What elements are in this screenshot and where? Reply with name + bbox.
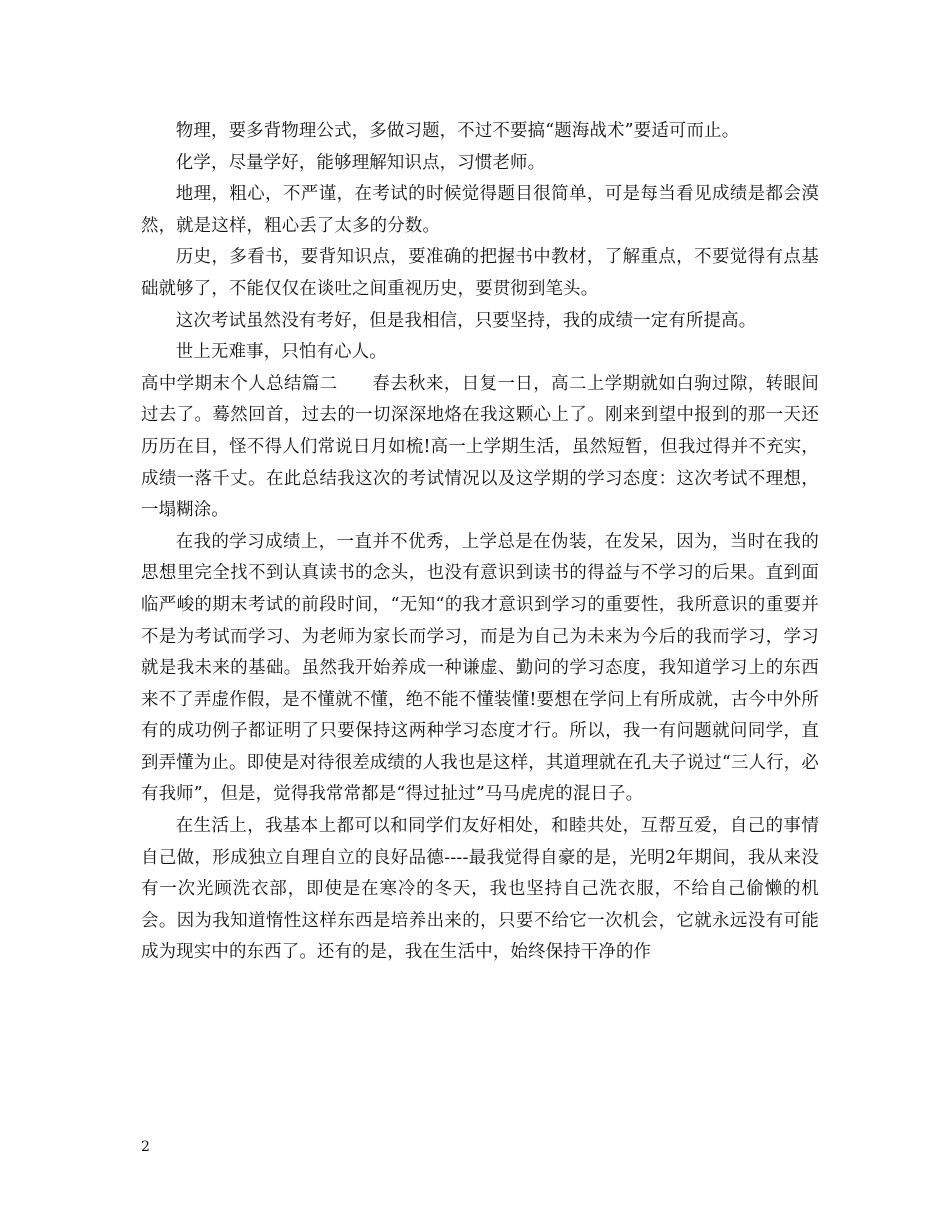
section-heading: 高中学期末个人总结篇二: [141, 373, 338, 394]
paragraph-study-attitude: 在我的学习成绩上，一直并不优秀，上学总是在伪装，在发呆，因为，当时在我的思想里完全找不到认真读书的念头，也没有意识到读书的得益与不学习的后果。直到面临严峻的期末考试的前段时间，“无知“的我才意识到学习的重要性，我所意识的重要并不是为考试而学习、为老师为家长而学习，而是为自己为未来为今后的我而学习，学习就是我未来的基础。虽然我开始养成一种谦虚、勤问的学习态度，我知道学习上的东西来不了弄虚作假，是不懂就不懂，绝不能不懂装懂!要想在学问上有所成就，古今中外所有的成功例子都证明了只要保持这两种学习态度才行。所以，我一有问题就问同学，直到弄懂为止。即使是对待很差成绩的人我也是这样，其道理就在孔夫子说过“三人行，必有我师”，但是，觉得我常常都是“得过扯过”马马虎虎的混日子。: [141, 531, 819, 805]
section-first-paragraph: 春去秋来，日复一日，高二上学期就如白驹过隙，转眼间过去了。蓦然回首，过去的一切深深地烙在我这颗心上了。刚来到望中报到的那一天还历历在目，怪不得人们常说日月如梳!高一上学期生活，虽然短暂，但我过得并不充实，成绩一落千丈。在此总结我这次的考试情况以及这学期的学习态度：这次考试不理想，一塌糊涂。: [141, 373, 819, 521]
section-two-opening: [141, 369, 819, 527]
paragraph-chemistry: 化学，尽量学好，能够理解知识点，习惯老师。: [175, 152, 546, 173]
document-body: [141, 116, 819, 969]
paragraph-proverb: 世上无难事，只怕有心人。: [175, 342, 387, 363]
paragraph-exam-conclusion: 这次考试虽然没有考好，但是我相信，只要坚持，我的成绩一定有所提高。: [175, 310, 757, 331]
paragraph-history: 历史，多看书，要背知识点，要准确的把握书中教材，了解重点，不要觉得有点基础就够了，不能仅仅在谈吐之间重视历史，要贯彻到笔头。: [141, 247, 819, 299]
paragraph-daily-life: 在生活上，我基本上都可以和同学们友好相处，和睦共处，互帮互爱，自己的事情自己做，形成独立自理自立的良好品德----最我觉得自豪的是，光明2年期间，我从来没有一次光顾洗衣部，即使是在寒冷的冬天，我也坚持自己洗衣服，不给自己偷懒的机会。因为我知道惰性这样东西是培养出来的，只要不给它一次机会，它就永远没有可能成为现实中的东西了。还有的是，我在生活中，始终保持干净的作: [141, 816, 819, 963]
paragraph-geography: 地理，粗心，不严谨，在考试的时候觉得题目很简单，可是每当看见成绩是都会漠然，就是这样，粗心丢了太多的分数。: [141, 184, 819, 236]
paragraph-physics: 物理，要多背物理公式，多做习题，不过不要搞“题海战术”要适可而止。: [175, 121, 740, 141]
page-number: 2: [141, 1139, 150, 1155]
